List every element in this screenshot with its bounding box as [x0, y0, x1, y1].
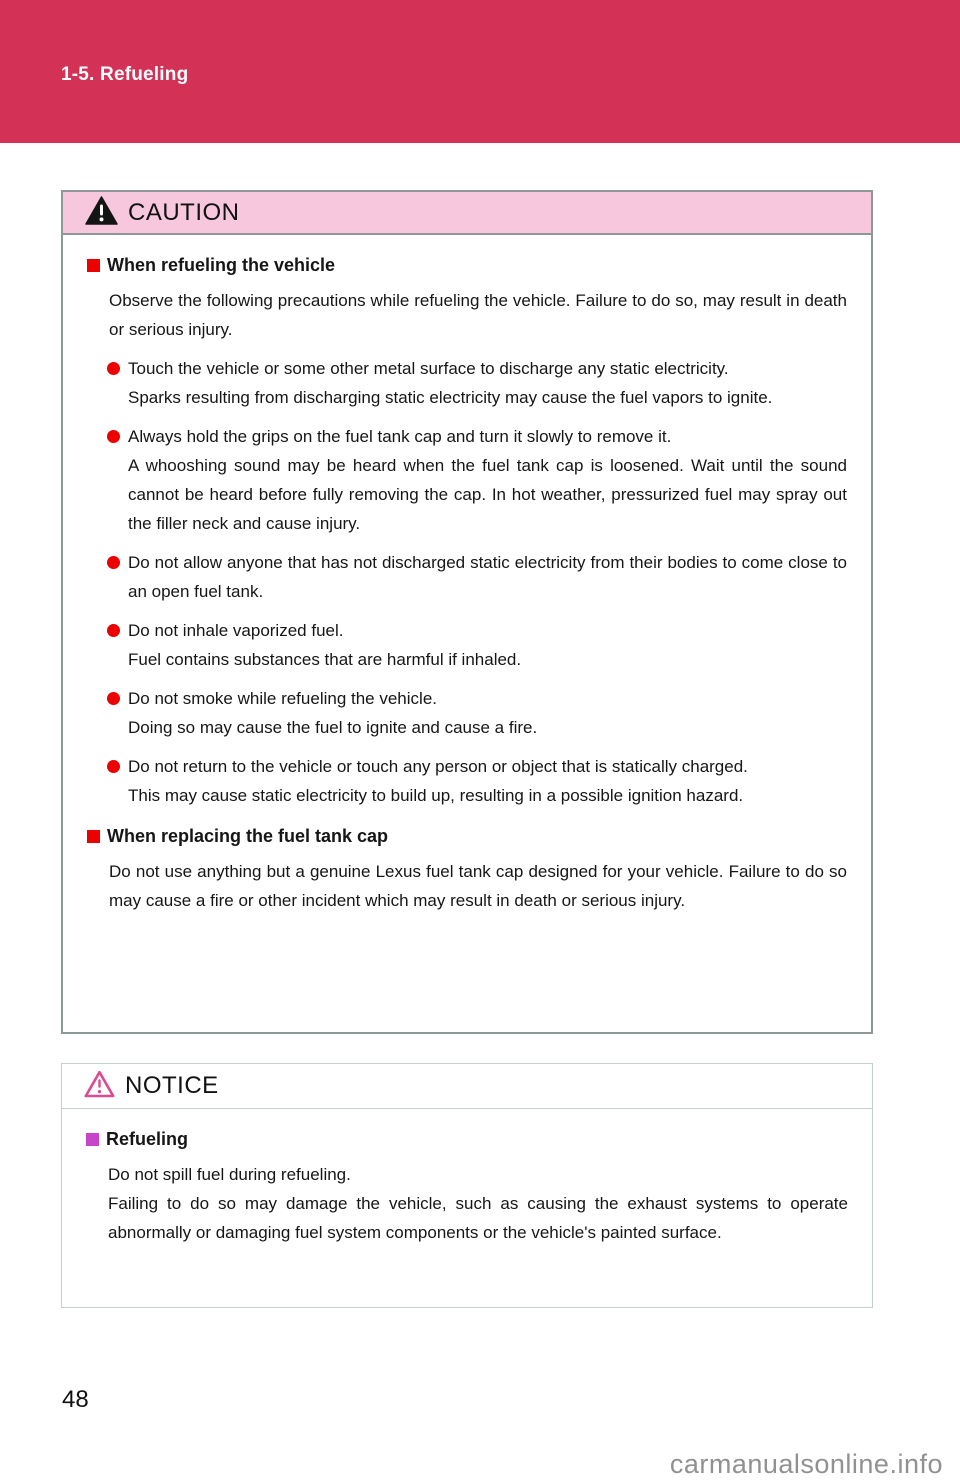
list-item-text [128, 354, 847, 412]
caution-title: CAUTION [128, 198, 240, 226]
list-item-lead: Do not inhale vaporized fuel. [128, 621, 344, 640]
red-square-bullet-icon [87, 830, 100, 843]
section-heading-label: Refueling [106, 1129, 189, 1149]
red-circle-bullet-icon [107, 362, 120, 375]
list-item-lead: Do not smoke while refueling the vehicle. [128, 689, 437, 708]
caution-box [61, 190, 873, 1034]
list-item-lead: Do not allow anyone that has not discharged static electricity from their bodies to come close to an open fuel tank. [128, 553, 847, 601]
notice-detail: Failing to do so may damage the vehicle, such as causing the exhaust systems to operate abnormally or damaging fuel system components or the vehicle's painted surface. [108, 1194, 848, 1242]
list-item-text [128, 422, 847, 538]
list-item-text [128, 616, 847, 674]
red-square-bullet-icon [87, 259, 100, 272]
notice-body [62, 1109, 872, 1267]
list-item [107, 548, 847, 606]
section-intro: Observe the following precautions while refueling the vehicle. Failure to do so, may result in death or serious injury. [109, 291, 847, 339]
red-circle-bullet-icon [107, 692, 120, 705]
section-heading-label: When replacing the fuel tank cap [107, 826, 389, 846]
list-item [107, 684, 847, 742]
list-item-lead: Touch the vehicle or some other metal surface to discharge any static electricity. [128, 359, 729, 378]
caution-body [63, 235, 871, 945]
chapter-title: 1-5. Refueling [61, 63, 189, 85]
list-item [107, 616, 847, 674]
warning-triangle-outline-icon [84, 1070, 115, 1103]
list-item-detail: This may cause static electricity to build up, resulting in a possible ignition hazard. [128, 786, 744, 805]
list-item [107, 354, 847, 412]
notice-title: NOTICE [125, 1072, 219, 1099]
watermark-text: carmanualsonline.info [669, 1449, 943, 1479]
red-circle-bullet-icon [107, 624, 120, 637]
magenta-square-bullet-icon [86, 1133, 99, 1146]
list-item-detail: Sparks resulting from discharging static electricity may cause the fuel vapors to ignite. [128, 388, 773, 407]
list-item-detail: Doing so may cause the fuel to ignite and cause a fire. [128, 718, 538, 737]
list-item-lead: Always hold the grips on the fuel tank cap and turn it slowly to remove it. [128, 427, 672, 446]
notice-box [61, 1063, 873, 1308]
list-item-lead: Do not return to the vehicle or touch any person or object that is statically charged. [128, 757, 748, 776]
warning-triangle-filled-icon [85, 196, 118, 230]
list-item-text [128, 752, 847, 810]
notice-header [62, 1064, 872, 1109]
list-item-detail: Fuel contains substances that are harmful if inhaled. [128, 650, 522, 669]
red-circle-bullet-icon [107, 430, 120, 443]
chapter-header-bar [0, 0, 960, 143]
section-intro: Do not use anything but a genuine Lexus fuel tank cap designed for your vehicle. Failure to do so may cause a fire or other incident which may result in death or serious injury. [109, 862, 847, 910]
list-item-text [128, 684, 847, 742]
red-circle-bullet-icon [107, 556, 120, 569]
red-circle-bullet-icon [107, 760, 120, 773]
page-number: 48 [62, 1386, 89, 1413]
caution-header [63, 192, 871, 235]
list-item [107, 422, 847, 538]
list-item [107, 752, 847, 810]
list-item-text [128, 548, 847, 606]
section-heading-refueling-vehicle [87, 251, 847, 280]
section-heading-replacing-cap [87, 822, 847, 851]
section-heading-label: When refueling the vehicle [107, 255, 336, 275]
list-item-detail: A whooshing sound may be heard when the fuel tank cap is loosened. Wait until the sound cannot be heard before fully removing the cap. In hot weather, pressurized fuel may spray out the filler neck and cause injury. [128, 456, 847, 533]
section-heading-refueling [86, 1125, 848, 1154]
notice-lead: Do not spill fuel during refueling. [108, 1165, 351, 1184]
